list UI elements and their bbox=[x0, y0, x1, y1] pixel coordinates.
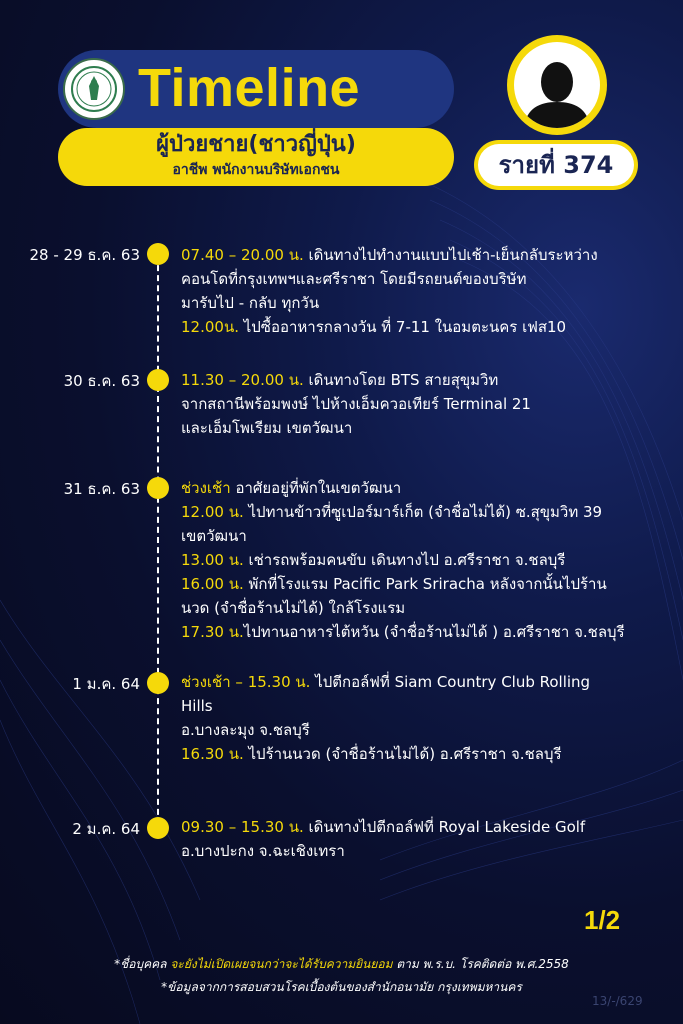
entry-line: 09.30 – 15.30 น. เดินทางไปตีกอล์ฟที่ Royal Lakeside Golf bbox=[181, 818, 586, 836]
timeline-line bbox=[157, 255, 159, 825]
timeline-dot bbox=[147, 817, 169, 839]
bma-logo bbox=[63, 58, 125, 120]
entry-line: คอนโดที่กรุงเทพฯและศรีราชา โดยมีรถยนต์ของบริษัท bbox=[181, 270, 527, 288]
timeline-date: 1 ม.ค. 64 bbox=[72, 675, 140, 693]
timeline-date: 30 ธ.ค. 63 bbox=[63, 372, 140, 390]
entry-line: 12.00น. ไปซื้ออาหารกลางวัน ที่ 7-11 ในอมตะนคร เฟส10 bbox=[181, 318, 567, 336]
patient-title: ผู้ป่วยชาย(ชาวญี่ปุ่น) bbox=[156, 132, 356, 157]
case-number: รายที่ 374 bbox=[478, 144, 634, 186]
page-number: 1/2 bbox=[584, 905, 621, 935]
entry-line: Hills bbox=[181, 697, 213, 715]
entry-line: จากสถานีพร้อมพงษ์ ไปห้างเอ็มควอเทียร์ Terminal 21 bbox=[181, 395, 531, 413]
entry-line: 07.40 – 20.00 น. เดินทางไปทำงานแบบไปเช้า-เย็นกลับระหว่าง bbox=[181, 246, 598, 264]
timeline-dot bbox=[147, 477, 169, 499]
entry-line: 12.00 น. ไปทานข้าวที่ซูเปอร์มาร์เก็ต (จำชื่อไม่ได้) ซ.สุขุมวิท 39 bbox=[181, 503, 603, 521]
page-title: Timeline bbox=[138, 58, 361, 118]
timeline-entry bbox=[181, 368, 671, 440]
emblem-icon bbox=[69, 64, 119, 114]
entry-line: 16.30 น. ไปร้านนวด (จำชื่อร้านไม่ได้) อ.ศรีราชา จ.ชลบุรี bbox=[181, 745, 562, 763]
case-number-badge bbox=[474, 140, 638, 190]
timeline-dot bbox=[147, 243, 169, 265]
entry-line: 11.30 – 20.00 น. เดินทางโดย BTS สายสุขุมวิท bbox=[181, 371, 499, 389]
entry-line: 13.00 น. เช่ารถพร้อมคนขับ เดินทางไป อ.ศรีราชา จ.ชลบุรี bbox=[181, 551, 566, 569]
timeline-entry bbox=[181, 476, 671, 644]
source-note: *ข้อมูลจากการสอบสวนโรคเบื้องต้นของสำนักอนามัย กรุงเทพมหานคร bbox=[161, 980, 522, 994]
entry-line: 16.00 น. พักที่โรงแรม Pacific Park Sriracha หลังจากนั้นไปร้าน bbox=[181, 575, 607, 593]
privacy-note: *ชื่อบุคคล จะยังไม่เปิดเผยจนกว่าจะได้รับความยินยอม ตาม พ.ร.บ. โรคติดต่อ พ.ศ.2558 bbox=[114, 957, 569, 971]
timeline-entry bbox=[181, 243, 671, 339]
entry-line: อ.บางละมุง จ.ชลบุรี bbox=[181, 721, 310, 739]
timeline-entry bbox=[181, 670, 671, 766]
timeline-dot bbox=[147, 672, 169, 694]
patient-info-pill bbox=[58, 128, 454, 186]
entry-line: 17.30 น.ไปทานอาหารไต้หวัน (จำชื่อร้านไม่ได้ ) อ.ศรีราชา จ.ชลบุรี bbox=[181, 623, 625, 641]
timeline-date: 31 ธ.ค. 63 bbox=[63, 480, 140, 498]
entry-line: มารับไป - กลับ ทุกวัน bbox=[181, 294, 320, 312]
entry-line: ช่วงเช้า อาศัยอยู่ที่พักในเขตวัฒนา bbox=[181, 479, 402, 497]
entry-line: เขตวัฒนา bbox=[181, 527, 247, 545]
person-silhouette-icon bbox=[522, 56, 592, 128]
reference-code: 13/-/629 bbox=[592, 994, 643, 1008]
timeline-date: 28 - 29 ธ.ค. 63 bbox=[29, 246, 140, 264]
timeline-date: 2 ม.ค. 64 bbox=[72, 820, 140, 838]
patient-occupation: อาชีพ พนักงานบริษัทเอกชน bbox=[172, 162, 340, 178]
entry-line: และเอ็มโพเรียม เขตวัฒนา bbox=[181, 419, 353, 437]
entry-line: ช่วงเช้า – 15.30 น. ไปตีกอล์ฟที่ Siam Country Club Rolling bbox=[181, 673, 591, 691]
timeline-entry bbox=[181, 815, 671, 863]
timeline-dot bbox=[147, 369, 169, 391]
entry-line: นวด (จำชื่อร้านไม่ได้) ใกล้โรงแรม bbox=[181, 599, 406, 617]
entry-line: อ.บางปะกง จ.ฉะเชิงเทรา bbox=[181, 842, 345, 860]
avatar bbox=[507, 35, 607, 135]
